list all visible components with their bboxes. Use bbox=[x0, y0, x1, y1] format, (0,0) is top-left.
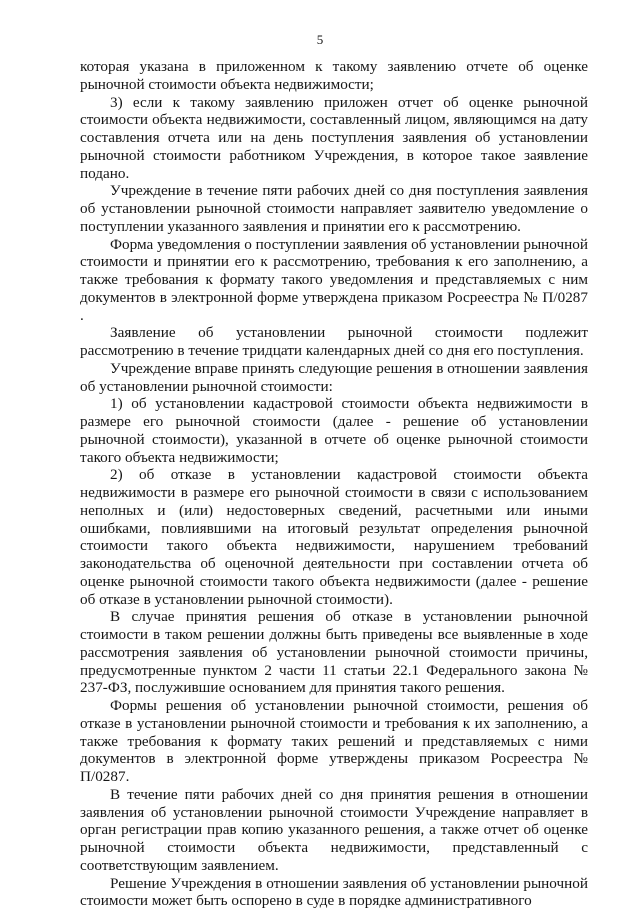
paragraph-appeal: Решение Учреждения в отношении заявления об установлении рыночной стоимости может быть оспорено в суде в порядке административного bbox=[80, 875, 588, 910]
document-body bbox=[80, 58, 588, 910]
paragraph-decisions-intro: Учреждение вправе принять следующие решения в отношении заявления об установлении рыночной стоимости: bbox=[80, 360, 588, 396]
paragraph-notification-term: Учреждение в течение пяти рабочих дней со дня поступления заявления об установлении рыночной стоимости направляет заявителю уведомление о поступлении указанного заявления и принятии его к рассмотрению. bbox=[80, 182, 588, 235]
page-number: 5 bbox=[0, 33, 640, 47]
paragraph-continuation: которая указана в приложенном к такому заявлению отчете об оценке рыночной стоимости объекта недвижимости; bbox=[80, 58, 588, 94]
paragraph-review-term: Заявление об установлении рыночной стоимости подлежит рассмотрению в течение тридцати календарных дней со дня его поступления. bbox=[80, 324, 588, 360]
paragraph-decision-2: 2) об отказе в установлении кадастровой стоимости объекта недвижимости в размере его рыночной стоимости в связи с использованием неполных и (или) недостоверных сведений, расчетными или иными ошибками, повлиявшими на итоговый результат определения рыночной стоимости такого объекта недвижимости, нарушением требований законодательства об оценочной деятельности при составлении отчета об оценке рыночной стоимости такого объекта недвижимости (далее - решение об отказе в установлении рыночной стоимости). bbox=[80, 466, 588, 608]
paragraph-decision-forms: Формы решения об установлении рыночной стоимости, решения об отказе в установлении рыночной стоимости и требования к их заполнению, а также требования к формату таких решений и представляемых с ними документов в электронной форме утверждены приказом Росреестра № П/0287. bbox=[80, 697, 588, 786]
paragraph-decision-1: 1) об установлении кадастровой стоимости объекта недвижимости в размере его рыночной стоимости (далее - решение об установлении рыночной стоимости), указанной в отчете об оценке рыночной стоимости такого объекта недвижимости; bbox=[80, 395, 588, 466]
paragraph-refusal-reasons: В случае принятия решения об отказе в установлении рыночной стоимости в таком решении должны быть приведены все выявленные в ходе рассмотрения заявления об установлении рыночной стоимости причины, предусмотренные пунктом 2 части 11 статьи 22.1 Федерального закона № 237-ФЗ, послужившие основанием для принятия такого решения. bbox=[80, 608, 588, 697]
paragraph-decision-forwarding: В течение пяти рабочих дней со дня принятия решения в отношении заявления об установлении рыночной стоимости Учреждение направляет в орган регистрации прав копию указанного решения, а также отчет об оценке рыночной стоимости объекта недвижимости, представленный с соответствующим заявлением. bbox=[80, 786, 588, 875]
paragraph-item-3: 3) если к такому заявлению приложен отчет об оценке рыночной стоимости объекта недвижимости, составленный лицом, являющимся на дату составления отчета или на день поступления заявления об установлении рыночной стоимости работником Учреждения, в которое такое заявление подано. bbox=[80, 94, 588, 183]
paragraph-notification-form: Форма уведомления о поступлении заявления об установлении рыночной стоимости и принятии его к рассмотрению, требования к его заполнению, а также требования к формату такого уведомления и представляемых с ним документов в электронной форме утверждена приказом Росреестра № П/0287 . bbox=[80, 236, 588, 325]
